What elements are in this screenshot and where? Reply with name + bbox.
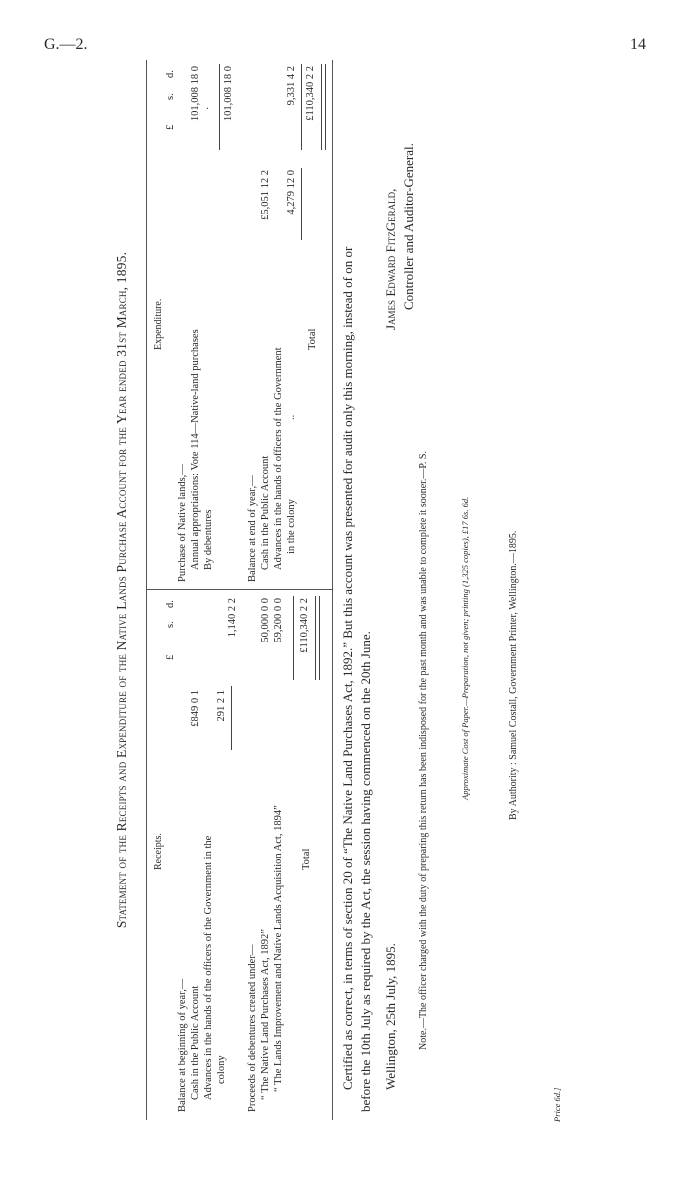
expenditure-annual: Annual appropriations: Vote 114—Native-land purchases [190,329,201,570]
expenditure-purchase: Purchase of Native lands,— [177,464,188,582]
receipts-proceeds: Proceeds of debentures created under— [247,944,258,1112]
expenditure-total-double-rule [321,64,326,150]
expenditure-purchase-subtotal: 101,008 18 0 [223,66,234,122]
signer-name: James Edward FitzGerald, [383,188,398,330]
certification-line1: Certified as correct, in terms of section 20 of “The Native Land Purchases Act, 1892.” But this account was presented for audit only this morning, instead of on or [340,246,355,1090]
signer-title: Controller and Auditor-General. [401,143,416,310]
expenditure-balance-end: Balance at end of year,— [247,475,258,582]
expenditure-total-label: Total [307,328,318,350]
receipts-act-1894-amount: 59,200 0 0 [273,598,284,643]
expenditure-purchase-amount: 101,008 18 0 [190,66,201,122]
receipts-total-label: Total [301,848,312,870]
expenditure-cash-public-amount: £5,051 12 2 [260,170,271,220]
receipts-pound-header: £ [165,654,176,660]
receipts-heading: Receipts. [153,833,164,870]
price: Price 6d.] [552,1087,562,1122]
center-divider [147,589,332,590]
expenditure-shilling-header: s. [165,93,176,100]
receipts-act-1892: “ The Native Land Purchases Act, 1892” [260,929,271,1100]
statement-title: Statement of the Receipts and Expenditure of the Native Lands Purchase Account for the Year ended 31st March, 1895. [114,251,129,929]
expenditure-pence-header: d. [165,70,176,78]
receipts-act-1892-amount: 50,000 0 0 [260,598,271,643]
page-code: G.—2. [44,36,88,53]
expenditure-balance-rule [301,168,302,240]
page-number: 14 [630,36,646,53]
receipts-advances-line2: colony [216,1055,227,1084]
expenditure-debentures-dot: · [203,106,214,110]
account-table [146,60,333,1120]
rotated-page-content [110,60,670,1120]
expenditure-cash-public: Cash in the Public Account [260,455,271,570]
approximate-cost: Approximate Cost of Paper.—Preparation, not given; printing (1,325 copies), £17 6s. 6d. [460,496,470,800]
expenditure-advances-line1: Advances in the hands of officers of the Government [273,347,284,570]
receipts-shilling-header: s. [165,621,176,628]
expenditure-total-amount: £110,340 2 2 [305,66,316,121]
receipts-cash-public: Cash in the Public Account [190,985,201,1100]
receipts-act-1894: “ The Lands Improvement and Native Lands Acquisition Act, 1894” [273,805,284,1092]
printer-authority: By Authority : Samuel Costall, Government Printer, Wellington.—1895. [508,530,519,820]
expenditure-debentures: By debentures [203,509,214,570]
receipts-pence-header: d. [165,600,176,608]
expenditure-advances-dots: .. [286,414,297,420]
receipts-balance-begin: Balance at beginning of year,— [177,978,188,1112]
expenditure-purchase-rule [219,64,220,150]
expenditure-advances-amount: 4,279 12 0 [286,170,297,215]
receipts-total-rule [293,596,294,680]
certification-place-date: Wellington, 25th July, 1895. [383,943,398,1090]
expenditure-balance-amount: 9,331 4 2 [286,66,297,106]
receipts-cash-public-amount: £849 0 1 [190,690,201,727]
receipts-total-double-rule [315,596,320,680]
note-text: Note.—The officer charged with the duty of preparing this return has been indisposed for the past month and was unable to complete it sooner.—P. S. [418,451,429,1050]
expenditure-heading: Expenditure. [153,298,164,350]
expenditure-advances-line2: in the colony [286,499,297,554]
receipts-advances-amount: 291 2 1 [216,690,227,722]
receipts-subtotal-amount: 1,140 2 2 [227,598,238,638]
receipts-total-amount: £110,340 2 2 [299,598,310,653]
expenditure-pound-header: £ [165,124,176,130]
receipts-advances-line1: Advances in the hands of the officers of the Government in the [203,835,214,1100]
expenditure-total-rule [301,64,302,150]
certification-line2: before the 10th July as required by the Act, the session having commenced on the 20th June. [358,631,373,1112]
